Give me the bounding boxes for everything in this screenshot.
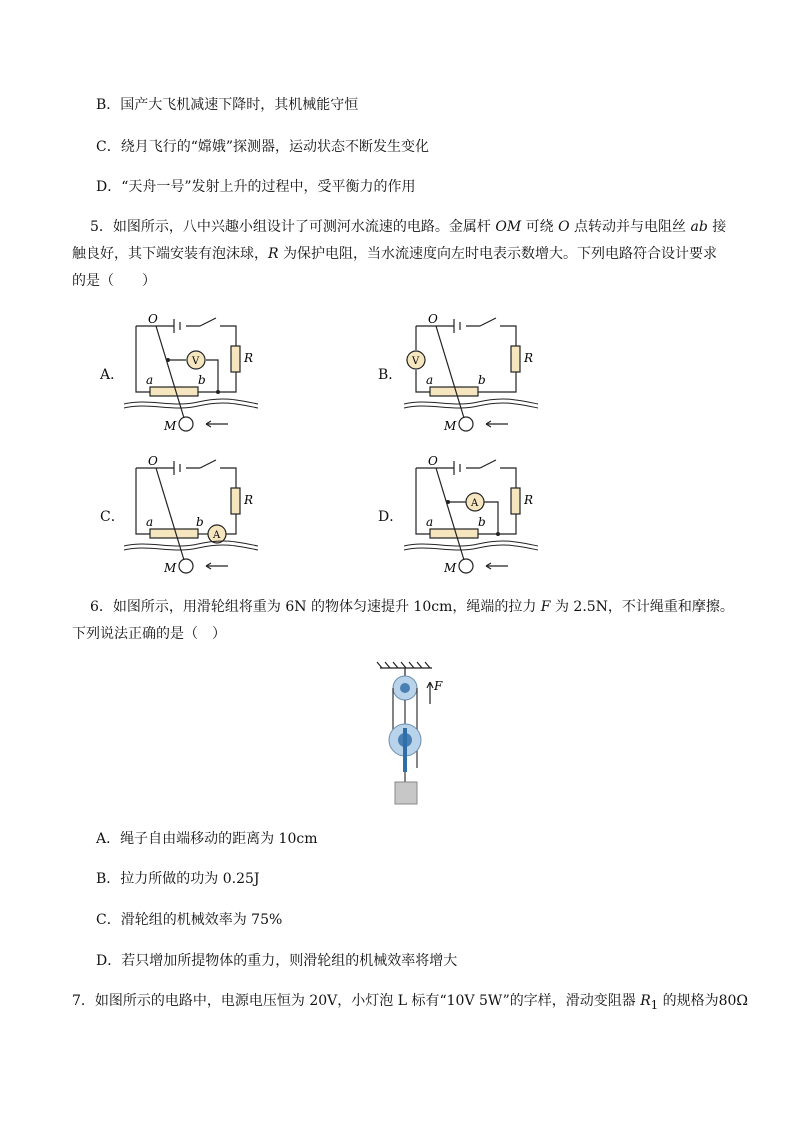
label-b: b — [478, 515, 486, 529]
label-r: R — [524, 493, 534, 507]
label-b: b — [198, 373, 206, 387]
q5-stem-line1: 5．如图所示，八中兴趣小组设计了可测河水流速的电路。金属杆 OM 可绕 O 点转动并与电阻丝 ab 接 — [90, 219, 727, 235]
q5-option-a-label: A． — [100, 367, 125, 383]
q6-option-d: D．若只增加所提物体的重力，则滑轮组的机械效率将增大 — [96, 953, 458, 969]
circuit-diagram-d — [398, 452, 538, 580]
label-a: a — [146, 373, 154, 387]
label-b: b — [478, 373, 486, 387]
ammeter-label: A — [471, 498, 479, 509]
q5-option-d-label: D． — [378, 509, 404, 525]
label-m: M — [444, 561, 457, 575]
force-label: F — [434, 679, 443, 693]
q6-option-c: C．滑轮组的机械效率为 75% — [96, 912, 283, 928]
label-m: M — [164, 419, 177, 433]
label-o: O — [148, 312, 158, 326]
label-r: R — [244, 351, 254, 365]
label-m: M — [444, 419, 457, 433]
q5-stem-line2: 触良好，其下端安装有泡沫球，R 为保护电阻，当水流速度向左时电表示数增大。下列电路符合设计要求 — [72, 246, 717, 262]
q5-stem-line3: 的是（ ） — [72, 273, 156, 289]
circuit-diagram-a — [118, 310, 258, 438]
ammeter-label: A — [213, 530, 221, 541]
circuit-diagram-b — [398, 310, 538, 438]
q6-stem-line1: 6．如图所示，用滑轮组将重为 6N 的物体匀速提升 10cm，绳端的拉力 F 为 2.5N，不计绳重和摩擦。 — [90, 599, 734, 615]
circuit-diagram-c — [118, 452, 258, 580]
q6-option-b: B．拉力所做的功为 0.25J — [96, 871, 260, 887]
q4-option-b: B．国产大飞机减速下降时，其机械能守恒 — [96, 97, 359, 113]
label-o: O — [428, 454, 438, 468]
q4-option-d: D．“天舟一号”发射上升的过程中，受平衡力的作用 — [96, 179, 416, 195]
label-a: a — [426, 515, 434, 529]
q6-option-a: A．绳子自由端移动的距离为 10cm — [96, 831, 318, 847]
q4-option-c: C．绕月飞行的“嫦娥”探测器，运动状态不断发生变化 — [96, 139, 430, 155]
q6-stem-line2: 下列说法正确的是（ ） — [72, 626, 226, 642]
pulley-diagram — [372, 658, 452, 810]
label-a: a — [146, 515, 154, 529]
label-o: O — [148, 454, 158, 468]
label-m: M — [164, 561, 177, 575]
q5-option-c-label: C． — [100, 509, 125, 525]
q5-option-b-label: B． — [378, 367, 403, 383]
voltmeter-label: V — [412, 356, 420, 367]
label-r: R — [244, 493, 254, 507]
q7-stem-line1: 7．如图所示的电路中，电源电压恒为 20V，小灯泡 L 标有“10V 5W”的字样，滑动变阻器 $R_1$ 的规格为80Ω — [72, 993, 749, 1012]
label-b: b — [196, 515, 204, 529]
label-a: a — [426, 373, 434, 387]
label-o: O — [428, 312, 438, 326]
voltmeter-label: V — [192, 356, 200, 367]
label-r: R — [524, 351, 534, 365]
